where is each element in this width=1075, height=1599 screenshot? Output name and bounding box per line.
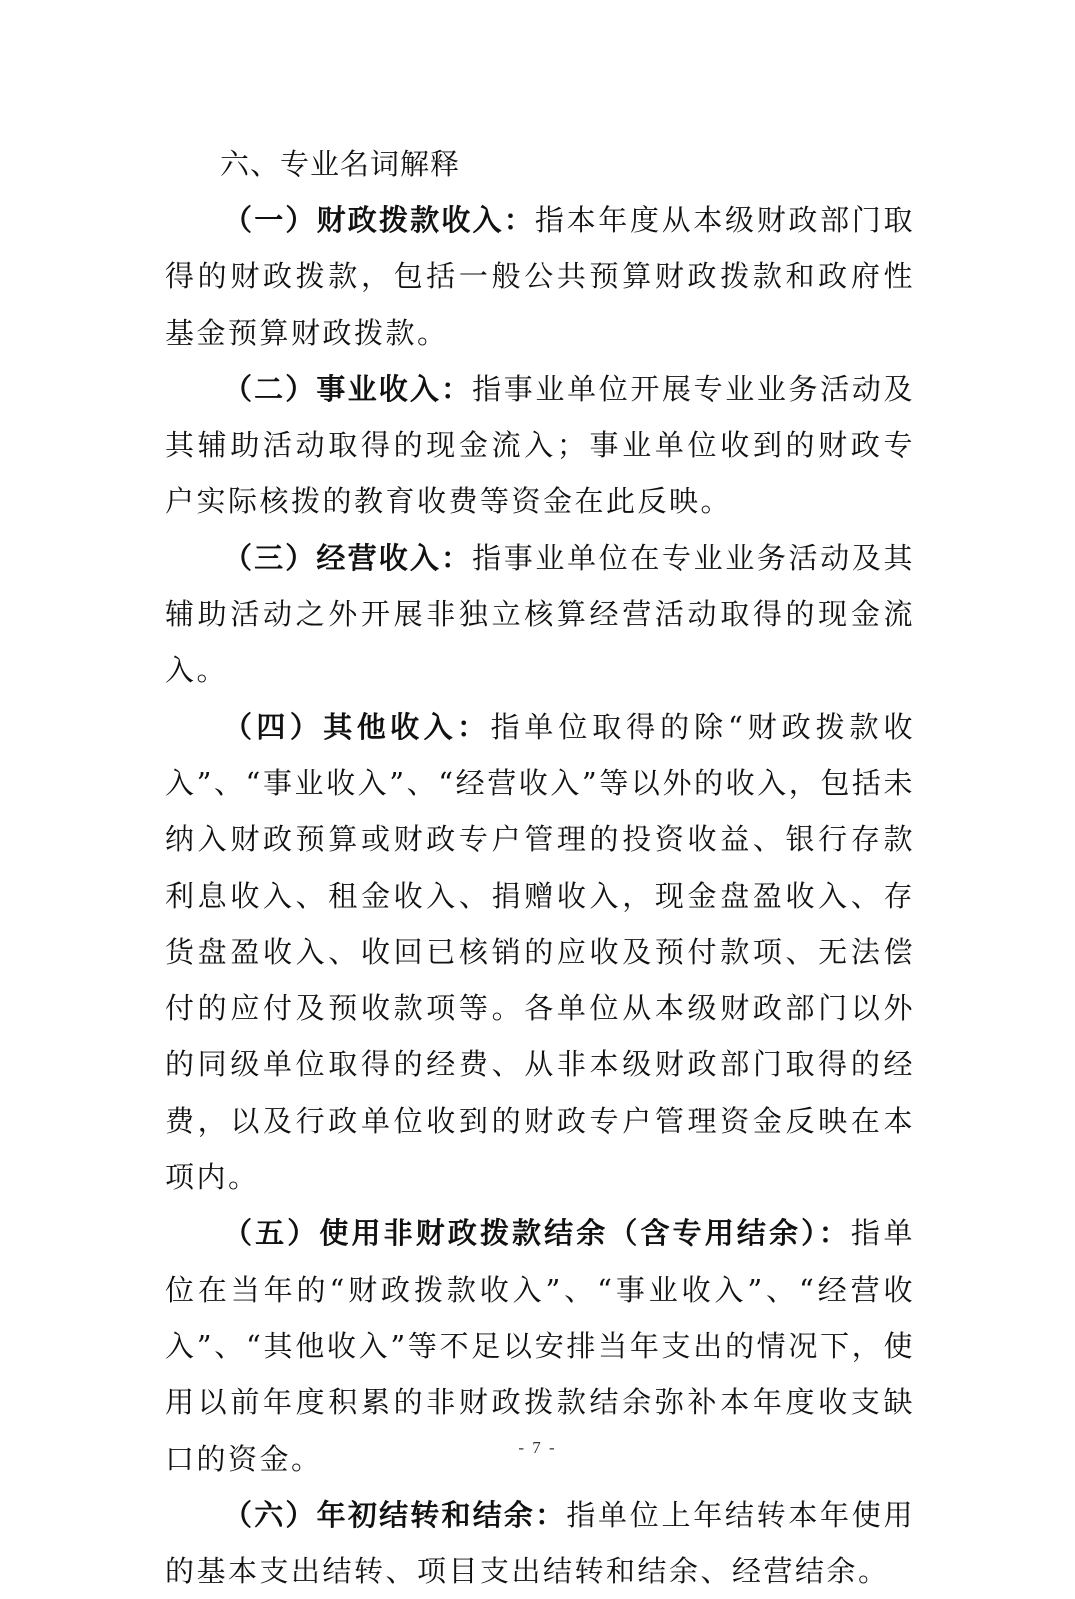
definition-term: （一）财政拨款收入：	[223, 203, 535, 237]
definition-paragraph	[165, 192, 915, 361]
definition-term: （四）其他收入：	[223, 709, 491, 744]
definition-term: （三）经营收入：	[223, 540, 473, 575]
definition-term: （五）使用非财政拨款结余（含专用结余）：	[223, 1216, 851, 1251]
section-heading: 六、专业名词解释	[220, 147, 461, 181]
definition-text: 指事业单位开展专业业务活动及其辅助活动取得的现金流入；事业单位收到的财政专户实际核拨的教育收费等资金在此反映。	[165, 371, 915, 519]
definition-term: （六）年初结转和结余：	[223, 1497, 567, 1532]
definition-term: （二）事业收入：	[223, 371, 473, 406]
page-number: - 7 -	[518, 1438, 557, 1457]
page-content	[165, 136, 915, 1599]
definition-text: 指单位上年结转本年使用的基本支出结转、项目支出结转和结余、经营结余。	[165, 1497, 915, 1589]
definition-paragraph	[165, 699, 915, 1206]
definition-text: 指单位在当年的“财政拨款收入”、“事业收入”、“经营收入”、“其他收入”等不足以安排当年支出的情况下，使用以前年度积累的非财政拨款结余弥补本年度收支缺口的资金。	[165, 1216, 915, 1476]
definition-paragraph	[165, 361, 915, 530]
definition-paragraph	[165, 530, 915, 699]
definition-text: 指事业单位在专业业务活动及其辅助活动之外开展非独立核算经营活动取得的现金流入。	[165, 540, 915, 688]
definition-text: 指本年度从本级财政部门取得的财政拨款，包括一般公共预算财政拨款和政府性基金预算财政拨款。	[165, 203, 915, 350]
definition-paragraph	[165, 1487, 915, 1599]
definition-text: 指单位取得的除“财政拨款收入”、“事业收入”、“经营收入”等以外的收入，包括未纳入财政预算或财政专户管理的投资收益、银行存款利息收入、租金收入、捐赠收入，现金盘盈收入、存货盘盈收入、收回已核销的应收及预付款项、无法偿付的应付及预收款项等。各单位从本级财政部门以外的同级单位取得的经费、从非本级财政部门取得的经费，以及行政单位收到的财政专户管理资金反映在本项内。	[165, 709, 915, 1195]
